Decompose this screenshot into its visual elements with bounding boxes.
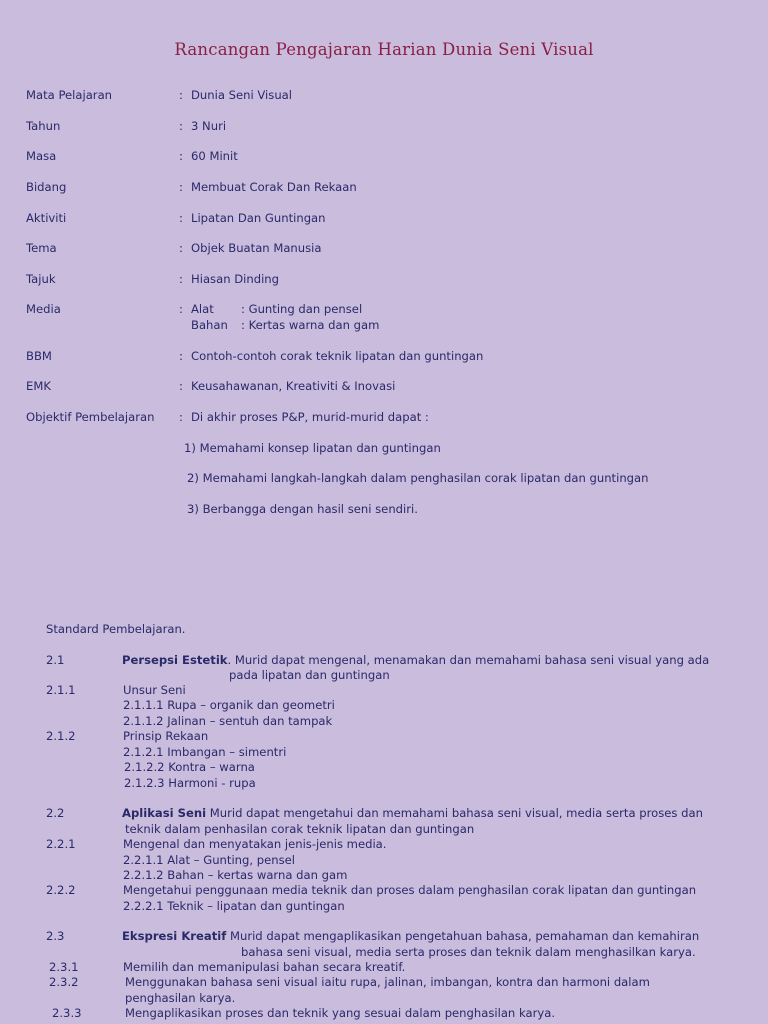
info-value: Objek Buatan Manusia <box>191 241 322 255</box>
standard-text: Prinsip Rekaan <box>123 729 209 743</box>
info-value: Hiasan Dinding <box>191 272 280 286</box>
info-label: BBM <box>26 349 52 363</box>
standard-code: 2.3.3 <box>52 1006 82 1020</box>
info-label: Media <box>26 302 61 316</box>
objective-item: 1) Memahami konsep lipatan dan guntingan <box>184 441 441 455</box>
info-label: Tahun <box>26 119 61 133</box>
info-label: Objektif Pembelajaran <box>26 410 155 424</box>
standard-subitem: 2.1.2.1 Imbangan – simentri <box>123 745 287 759</box>
media-key-alat: Alat <box>191 302 214 316</box>
media-value-alat: : Gunting dan pensel <box>241 302 363 316</box>
info-colon: : <box>179 410 183 424</box>
standard-heading: Standard Pembelajaran. <box>46 622 186 636</box>
page-title: Rancangan Pengajaran Harian Dunia Seni Visual <box>174 40 594 59</box>
objective-item: 2) Memahami langkah-langkah dalam penghasilan corak lipatan dan guntingan <box>187 471 649 485</box>
standard-text: Menggunakan bahasa seni visual iaitu rupa, jalinan, imbangan, kontra dan harmoni dalam <box>125 975 650 989</box>
standard-desc: . Murid dapat mengenal, menamakan dan memahami bahasa seni visual yang ada <box>227 653 710 667</box>
standard-subitem: 2.2.1.2 Bahan – kertas warna dan gam <box>123 868 348 882</box>
standard-code: 2.1.2 <box>46 729 76 743</box>
info-colon: : <box>179 349 183 363</box>
standard-heading-aplikasi <box>122 806 703 820</box>
standard-code: 2.2.1 <box>46 837 76 851</box>
standard-desc: Murid dapat mengaplikasikan pengetahuan bahasa, pemahaman dan kemahiran <box>226 929 700 943</box>
info-label: Tema <box>26 241 57 255</box>
standard-text: Unsur Seni <box>123 683 186 697</box>
standard-desc-cont: teknik dalam penhasilan corak teknik lipatan dan guntingan <box>125 822 475 836</box>
standard-code: 2.3.1 <box>49 960 79 974</box>
standard-code: 2.1.1 <box>46 683 76 697</box>
info-colon: : <box>179 119 183 133</box>
info-colon: : <box>179 211 183 225</box>
info-label: Masa <box>26 149 57 163</box>
standard-subitem: 2.1.1.1 Rupa – organik dan geometri <box>123 698 335 712</box>
standard-heading-persepsi <box>122 653 709 667</box>
info-colon: : <box>179 88 183 102</box>
standard-text: Memilih dan memanipulasi bahan secara kreatif. <box>123 960 406 974</box>
standard-code: 2.2 <box>46 806 65 820</box>
info-label: EMK <box>26 379 51 393</box>
info-colon: : <box>179 241 183 255</box>
standard-title: Aplikasi Seni <box>122 806 207 820</box>
standard-subitem: 2.2.1.1 Alat – Gunting, pensel <box>123 853 295 867</box>
info-colon: : <box>179 180 183 194</box>
info-value: Di akhir proses P&P, murid-murid dapat : <box>191 410 429 424</box>
standard-subitem: 2.2.2.1 Teknik – lipatan dan guntingan <box>123 899 345 913</box>
standard-subitem: 2.1.2.3 Harmoni - rupa <box>124 776 256 790</box>
objective-item: 3) Berbangga dengan hasil seni sendiri. <box>187 502 418 516</box>
info-value: Dunia Seni Visual <box>191 88 292 102</box>
standard-code: 2.1 <box>46 653 65 667</box>
info-value: Contoh-contoh corak teknik lipatan dan guntingan <box>191 349 484 363</box>
standard-desc-cont: bahasa seni visual, media serta proses dan teknik dalam menghasilkan karya. <box>241 945 696 959</box>
media-key-bahan: Bahan <box>191 318 228 332</box>
standard-code: 2.3.2 <box>49 975 79 989</box>
info-colon: : <box>179 272 183 286</box>
info-label: Tajuk <box>26 272 56 286</box>
standard-code: 2.2.2 <box>46 883 76 897</box>
info-value: Keusahawanan, Kreativiti & Inovasi <box>191 379 396 393</box>
media-value-bahan: : Kertas warna dan gam <box>241 318 380 332</box>
standard-title: Ekspresi Kreatif <box>122 929 227 943</box>
info-label: Bidang <box>26 180 67 194</box>
info-value: 60 Minit <box>191 149 238 163</box>
standard-desc-cont: pada lipatan dan guntingan <box>229 668 390 682</box>
standard-text: Mengaplikasikan proses dan teknik yang sesuai dalam penghasilan karya. <box>125 1006 555 1020</box>
info-label: Mata Pelajaran <box>26 88 113 102</box>
standard-text-cont: penghasilan karya. <box>125 991 236 1005</box>
info-value: 3 Nuri <box>191 119 227 133</box>
info-colon: : <box>179 379 183 393</box>
standard-text: Mengetahui penggunaan media teknik dan proses dalam penghasilan corak lipatan dan guntingan <box>123 883 697 897</box>
info-colon: : <box>179 302 183 316</box>
standard-heading-ekspresi <box>122 929 699 943</box>
standard-text: Mengenal dan menyatakan jenis-jenis media. <box>123 837 387 851</box>
info-value: Membuat Corak Dan Rekaan <box>191 180 357 194</box>
standard-desc: Murid dapat mengetahui dan memahami bahasa seni visual, media serta proses dan <box>206 806 703 820</box>
standard-subitem: 2.1.2.2 Kontra – warna <box>124 760 255 774</box>
info-label: Aktiviti <box>26 211 67 225</box>
standard-subitem: 2.1.1.2 Jalinan – sentuh dan tampak <box>123 714 333 728</box>
standard-code: 2.3 <box>46 929 65 943</box>
info-value: Lipatan Dan Guntingan <box>191 211 326 225</box>
info-colon: : <box>179 149 183 163</box>
standard-title: Persepsi Estetik <box>122 653 228 667</box>
